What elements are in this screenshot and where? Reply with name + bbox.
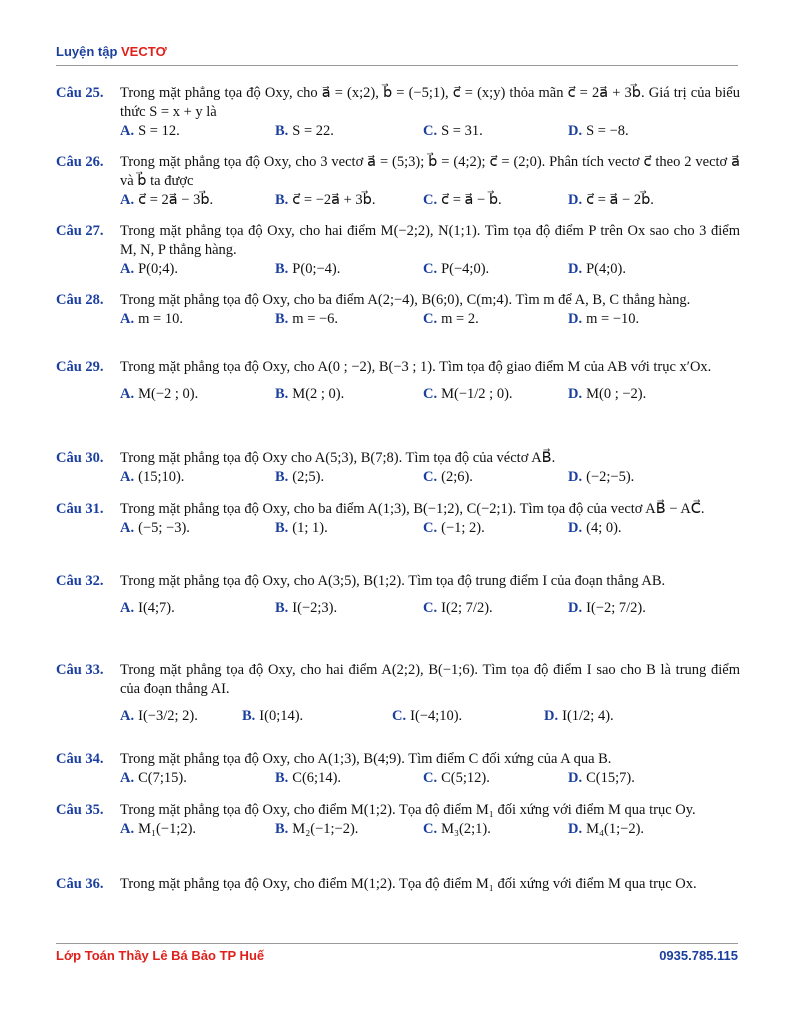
answer-options [120, 468, 740, 488]
answer-option-b[interactable] [275, 260, 340, 279]
option-text: c⃗ = a⃗ − b⃗. [441, 192, 502, 208]
option-text: I(−2; 7/2). [586, 600, 646, 616]
question-stem: Trong mặt phẳng tọa độ Oxy, cho điểm M(1;2). Tọa độ điểm M₁ đối xứng với điểm M qua trục Ox. [120, 876, 697, 892]
answer-option-d[interactable] [568, 385, 646, 404]
option-label: D. [568, 311, 583, 327]
answer-options [120, 820, 740, 840]
answer-option-c[interactable] [423, 769, 490, 788]
answer-option-c[interactable] [423, 191, 502, 210]
answer-option-d[interactable] [568, 599, 646, 618]
answer-option-d[interactable] [568, 820, 644, 839]
answer-option-b[interactable] [275, 310, 338, 329]
option-label: A. [120, 821, 135, 837]
answer-option-d[interactable] [568, 260, 626, 279]
option-text: I(−2;3). [292, 600, 338, 616]
option-label: C. [423, 386, 438, 402]
option-text: M₄(1;−2). [586, 821, 645, 837]
option-label: A. [120, 469, 135, 485]
option-label: A. [120, 123, 135, 139]
option-label: C. [423, 123, 438, 139]
answer-option-d[interactable] [568, 122, 629, 141]
option-label: A. [120, 192, 135, 208]
answer-option-b[interactable] [275, 820, 358, 839]
answer-option-c[interactable] [423, 468, 473, 487]
answer-options [120, 122, 740, 142]
option-label: B. [275, 770, 289, 786]
option-text: P(−4;0). [441, 261, 490, 277]
answer-option-a[interactable] [120, 820, 196, 839]
question-stem: Trong mặt phẳng tọa độ Oxy cho A(5;3), B(7;8). Tìm tọa độ của véctơ AB⃗. [120, 450, 556, 466]
option-label: A. [120, 708, 135, 724]
answer-option-c[interactable] [392, 707, 462, 726]
answer-option-a[interactable] [120, 769, 187, 788]
option-label: A. [120, 600, 135, 616]
answer-option-d[interactable] [568, 769, 635, 788]
option-text: I(0;14). [259, 708, 304, 724]
question-number: Câu 36. [56, 876, 104, 892]
option-label: D. [568, 192, 583, 208]
footer-author: Lớp Toán Thầy Lê Bá Bảo TP Huế [56, 948, 265, 963]
answer-option-a[interactable] [120, 310, 183, 329]
question-33 [56, 661, 740, 735]
option-label: D. [568, 469, 583, 485]
option-text: (2;5). [292, 469, 325, 485]
answer-options [120, 310, 740, 330]
answer-option-c[interactable] [423, 519, 485, 538]
option-label: C. [423, 469, 438, 485]
answer-option-d[interactable] [568, 310, 639, 329]
question-number: Câu 29. [56, 359, 104, 375]
option-text: P(0;−4). [292, 261, 341, 277]
answer-option-d[interactable] [568, 191, 654, 210]
answer-option-b[interactable] [275, 599, 337, 618]
answer-options [120, 769, 740, 789]
option-label: A. [120, 386, 135, 402]
question-26 [56, 153, 740, 211]
answer-option-b[interactable] [275, 191, 376, 210]
option-text: I(4;7). [138, 600, 175, 616]
option-label: C. [423, 311, 438, 327]
answer-option-c[interactable] [423, 310, 479, 329]
answer-option-a[interactable] [120, 599, 175, 618]
answer-options [120, 591, 740, 627]
question-27 [56, 222, 740, 280]
option-label: B. [275, 520, 289, 536]
answer-option-d[interactable] [544, 707, 614, 726]
option-text: M(−2 ; 0). [138, 386, 199, 402]
answer-option-a[interactable] [120, 519, 190, 538]
question-36 [56, 875, 740, 894]
option-label: A. [120, 311, 135, 327]
option-label: B. [275, 821, 289, 837]
answer-option-a[interactable] [120, 191, 213, 210]
question-number: Câu 35. [56, 802, 104, 818]
option-label: C. [423, 770, 438, 786]
header-rule [56, 65, 738, 66]
option-label: B. [242, 708, 256, 724]
option-label: B. [275, 123, 289, 139]
answer-option-b[interactable] [275, 385, 344, 404]
answer-option-b[interactable] [275, 468, 324, 487]
option-text: I(−4;10). [410, 708, 463, 724]
question-number: Câu 31. [56, 501, 104, 517]
footer-rule [56, 943, 738, 944]
option-text: M₂(−1;−2). [292, 821, 359, 837]
option-label: D. [568, 520, 583, 536]
option-label: A. [120, 520, 135, 536]
option-text: C(6;14). [292, 770, 342, 786]
answer-option-b[interactable] [275, 769, 341, 788]
option-text: (4; 0). [586, 520, 622, 536]
question-number: Câu 27. [56, 223, 104, 239]
question-31 [56, 500, 740, 539]
answer-options [120, 260, 740, 280]
question-number: Câu 25. [56, 85, 104, 101]
question-28 [56, 291, 740, 330]
answer-option-b[interactable] [275, 519, 328, 538]
option-text: I(2; 7/2). [441, 600, 493, 616]
option-text: M(2 ; 0). [292, 386, 345, 402]
question-32 [56, 572, 740, 627]
option-label: D. [568, 600, 583, 616]
option-label: D. [568, 386, 583, 402]
option-text: M(−1/2 ; 0). [441, 386, 513, 402]
question-number: Câu 30. [56, 450, 104, 466]
option-text: (1; 1). [292, 520, 328, 536]
option-label: A. [120, 261, 135, 277]
answer-option-c[interactable] [423, 599, 493, 618]
question-number: Câu 34. [56, 751, 104, 767]
option-text: c⃗ = a⃗ − 2b⃗. [586, 192, 654, 208]
option-text: C(15;7). [586, 770, 635, 786]
question-34 [56, 750, 740, 789]
option-label: B. [275, 386, 289, 402]
page-header [56, 44, 738, 59]
question-stem: Trong mặt phẳng tọa độ Oxy, cho A(1;3), B(4;9). Tìm điểm C đối xứng của A qua B. [120, 751, 612, 767]
option-text: (2;6). [441, 469, 473, 485]
option-text: (−5; −3). [138, 520, 190, 536]
option-text: M₃(2;1). [441, 821, 491, 837]
option-label: B. [275, 261, 289, 277]
option-text: P(0;4). [138, 261, 178, 277]
question-number: Câu 32. [56, 573, 104, 589]
answer-option-a[interactable] [120, 122, 180, 141]
option-label: C. [423, 600, 438, 616]
answer-option-d[interactable] [568, 519, 622, 538]
answer-option-d[interactable] [568, 468, 634, 487]
question-stem: Trong mặt phẳng tọa độ Oxy, cho ba điểm A(2;−4), B(6;0), C(m;4). Tìm m để A, B, C thẳng hàng. [120, 292, 691, 308]
option-text: S = 22. [292, 123, 334, 139]
answer-option-a[interactable] [120, 385, 198, 404]
option-text: I(1/2; 4). [562, 708, 614, 724]
option-label: C. [423, 821, 438, 837]
question-number: Câu 28. [56, 292, 104, 308]
question-number: Câu 33. [56, 662, 104, 678]
question-stem: Trong mặt phẳng tọa độ Oxy, cho hai điểm A(2;2), B(−1;6). Tìm tọa độ điểm I sao cho B là trung điểm của đoạn thẳng AI. [120, 662, 740, 697]
question-stem: Trong mặt phẳng tọa độ Oxy, cho ba điểm A(1;3), B(−1;2), C(−2;1). Tìm tọa độ của vectơ AB⃗ − AC⃗. [120, 501, 705, 517]
option-text: P(4;0). [586, 261, 626, 277]
option-label: B. [275, 600, 289, 616]
option-text: S = 12. [138, 123, 180, 139]
option-text: M(0 ; −2). [586, 386, 647, 402]
option-text: C(7;15). [138, 770, 187, 786]
answer-option-c[interactable] [423, 260, 489, 279]
header-prefix: Luyện tập [56, 44, 122, 59]
option-label: C. [423, 261, 438, 277]
option-label: D. [568, 123, 583, 139]
option-text: (15;10). [138, 469, 185, 485]
option-label: B. [275, 469, 289, 485]
question-stem: Trong mặt phẳng tọa độ Oxy, cho 3 vectơ a⃗ = (5;3); b⃗ = (4;2); c⃗ = (2;0). Phân tích vectơ c⃗ theo 2 vectơ a⃗ và b⃗ ta được [120, 154, 740, 189]
answer-options [120, 377, 740, 413]
option-label: C. [423, 192, 438, 208]
option-text: S = −8. [586, 123, 629, 139]
option-text: (−2;−5). [586, 469, 635, 485]
question-stem: Trong mặt phẳng tọa độ Oxy, cho điểm M(1;2). Tọa độ điểm M₁ đối xứng với điểm M qua trục Oy. [120, 802, 696, 818]
option-text: M₁(−1;2). [138, 821, 197, 837]
question-25 [56, 84, 740, 142]
answer-option-b[interactable] [275, 122, 334, 141]
footer-phone: 0935.785.115 [659, 948, 738, 963]
answer-option-c[interactable] [423, 820, 491, 839]
option-text: c⃗ = −2a⃗ + 3b⃗. [292, 192, 376, 208]
option-text: m = −6. [292, 311, 339, 327]
option-label: D. [544, 708, 559, 724]
option-text: c⃗ = 2a⃗ − 3b⃗. [138, 192, 214, 208]
option-text: (−1; 2). [441, 520, 485, 536]
question-stem: Trong mặt phẳng tọa độ Oxy, cho hai điểm M(−2;2), N(1;1). Tìm tọa độ điểm P trên Ox sao cho 3 điểm M, N, P thẳng hàng. [120, 223, 740, 258]
option-label: B. [275, 192, 289, 208]
answer-option-a[interactable] [120, 260, 178, 279]
option-text: S = 31. [441, 123, 483, 139]
question-number: Câu 26. [56, 154, 104, 170]
option-label: C. [392, 708, 407, 724]
option-label: C. [423, 520, 438, 536]
option-label: D. [568, 261, 583, 277]
answer-option-c[interactable] [423, 122, 483, 141]
answer-options [120, 519, 740, 539]
question-29 [56, 358, 740, 413]
answer-options [120, 191, 740, 211]
option-text: m = −10. [586, 311, 640, 327]
option-label: D. [568, 821, 583, 837]
answer-option-c[interactable] [423, 385, 513, 404]
option-text: m = 2. [441, 311, 479, 327]
answer-option-a[interactable] [120, 468, 184, 487]
question-stem: Trong mặt phẳng tọa độ Oxy, cho A(3;5), B(1;2). Tìm tọa độ trung điểm I của đoạn thẳng AB. [120, 573, 666, 589]
question-35 [56, 801, 740, 840]
question-stem: Trong mặt phẳng tọa độ Oxy, cho A(0 ; −2), B(−3 ; 1). Tìm tọa độ giao điểm M của AB với trục x′Ox. [120, 359, 712, 375]
answer-options [120, 699, 740, 735]
answer-option-a[interactable] [120, 707, 198, 726]
question-30 [56, 449, 740, 488]
option-label: A. [120, 770, 135, 786]
option-text: C(5;12). [441, 770, 490, 786]
option-label: B. [275, 311, 289, 327]
option-label: D. [568, 770, 583, 786]
question-stem: Trong mặt phẳng tọa độ Oxy, cho a⃗ = (x;2), b⃗ = (−5;1), c⃗ = (x;y) thỏa mãn c⃗ = 2a⃗ + 3b⃗. Giá trị của biểu thức S = x + y là [120, 85, 740, 120]
option-text: m = 10. [138, 311, 183, 327]
header-accent: VECTƠ [121, 44, 167, 59]
option-text: I(−3/2; 2). [138, 708, 198, 724]
answer-option-b[interactable] [242, 707, 303, 726]
